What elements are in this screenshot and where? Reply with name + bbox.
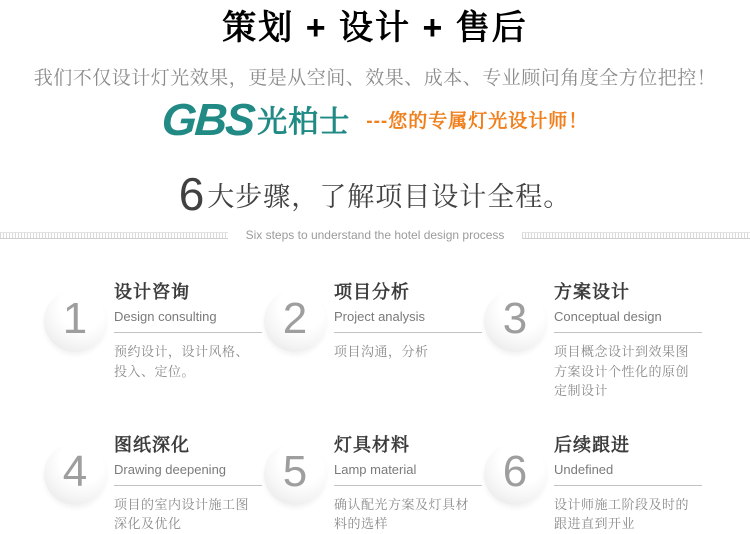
step-body bbox=[334, 278, 482, 362]
step-description: 项目沟通，分析 bbox=[334, 344, 429, 360]
section-title-number: 6 bbox=[178, 168, 206, 221]
step-description: 项目的室内设计施工图深化及优化 bbox=[114, 496, 250, 532]
brand-logo-row bbox=[0, 93, 750, 145]
step-divider bbox=[114, 485, 262, 486]
step-number-circle bbox=[484, 443, 546, 505]
step-subtitle-en: Undefined bbox=[554, 461, 614, 477]
steps-grid bbox=[44, 278, 750, 534]
section-title bbox=[0, 167, 750, 221]
step-body bbox=[554, 431, 702, 534]
step-description: 项目概念设计到效果图方案设计个性化的原创定制设计 bbox=[554, 344, 690, 399]
step-number: 4 bbox=[62, 446, 88, 496]
step-item-6 bbox=[484, 431, 704, 534]
hero-subtitle: 我们不仅设计灯光效果，更是从空间、效果、成本、专业顾问角度全方位把控！ bbox=[33, 68, 717, 90]
step-subtitle-en: Lamp material bbox=[334, 461, 417, 477]
step-divider bbox=[334, 332, 482, 333]
step-description: 确认配光方案及灯具材料的选样 bbox=[334, 496, 470, 532]
step-divider bbox=[334, 485, 482, 486]
hero-section bbox=[0, 0, 750, 145]
step-divider bbox=[114, 332, 262, 333]
right-divider-line bbox=[522, 232, 750, 239]
step-number-circle bbox=[264, 290, 326, 352]
brand-name: 光柏士 bbox=[257, 106, 351, 140]
step-number: 1 bbox=[62, 294, 88, 344]
step-item-2 bbox=[264, 278, 484, 401]
section-heading bbox=[0, 167, 750, 242]
section-subtitle-en: Six steps to understand the hotel design process bbox=[245, 228, 505, 243]
step-body bbox=[334, 431, 482, 534]
step-number: 2 bbox=[282, 294, 308, 344]
step-body bbox=[114, 431, 262, 534]
step-title: 方案设计 bbox=[554, 282, 630, 303]
step-item-1 bbox=[44, 278, 264, 401]
brand-tagline: ---您的专属灯光设计师！ bbox=[366, 110, 589, 132]
step-subtitle-en: Conceptual design bbox=[554, 309, 662, 325]
step-item-3 bbox=[484, 278, 704, 401]
step-body bbox=[554, 278, 702, 401]
section-subtitle-row bbox=[0, 228, 750, 242]
step-number-circle bbox=[44, 443, 106, 505]
left-divider-line bbox=[0, 232, 228, 239]
step-number-circle bbox=[44, 290, 106, 352]
step-number: 3 bbox=[502, 294, 528, 344]
step-subtitle-en: Design consulting bbox=[114, 309, 217, 325]
step-title: 项目分析 bbox=[334, 282, 410, 303]
step-item-5 bbox=[264, 431, 484, 534]
step-title: 设计咨询 bbox=[114, 282, 190, 303]
page-title: 策划 + 设计 + 售后 bbox=[222, 9, 528, 47]
step-subtitle-en: Drawing deepening bbox=[114, 461, 227, 477]
section-title-text: 大步骤，了解项目设计全程。 bbox=[207, 182, 572, 213]
step-number-circle bbox=[264, 443, 326, 505]
step-number-circle bbox=[484, 290, 546, 352]
step-number: 5 bbox=[282, 446, 308, 496]
step-description: 设计师施工阶段及时的跟进直到开业 bbox=[554, 496, 690, 532]
step-description: 预约设计，设计风格、投入、定位。 bbox=[114, 344, 250, 379]
step-title: 灯具材料 bbox=[334, 434, 410, 455]
step-divider bbox=[554, 485, 702, 486]
step-item-4 bbox=[44, 431, 264, 534]
step-title: 图纸深化 bbox=[114, 434, 190, 455]
step-subtitle-en: Project analysis bbox=[334, 309, 426, 325]
gbs-logo: GBS bbox=[159, 93, 256, 145]
step-number: 6 bbox=[502, 446, 528, 496]
step-divider bbox=[554, 332, 702, 333]
step-body bbox=[114, 278, 262, 381]
step-title: 后续跟进 bbox=[554, 434, 630, 455]
